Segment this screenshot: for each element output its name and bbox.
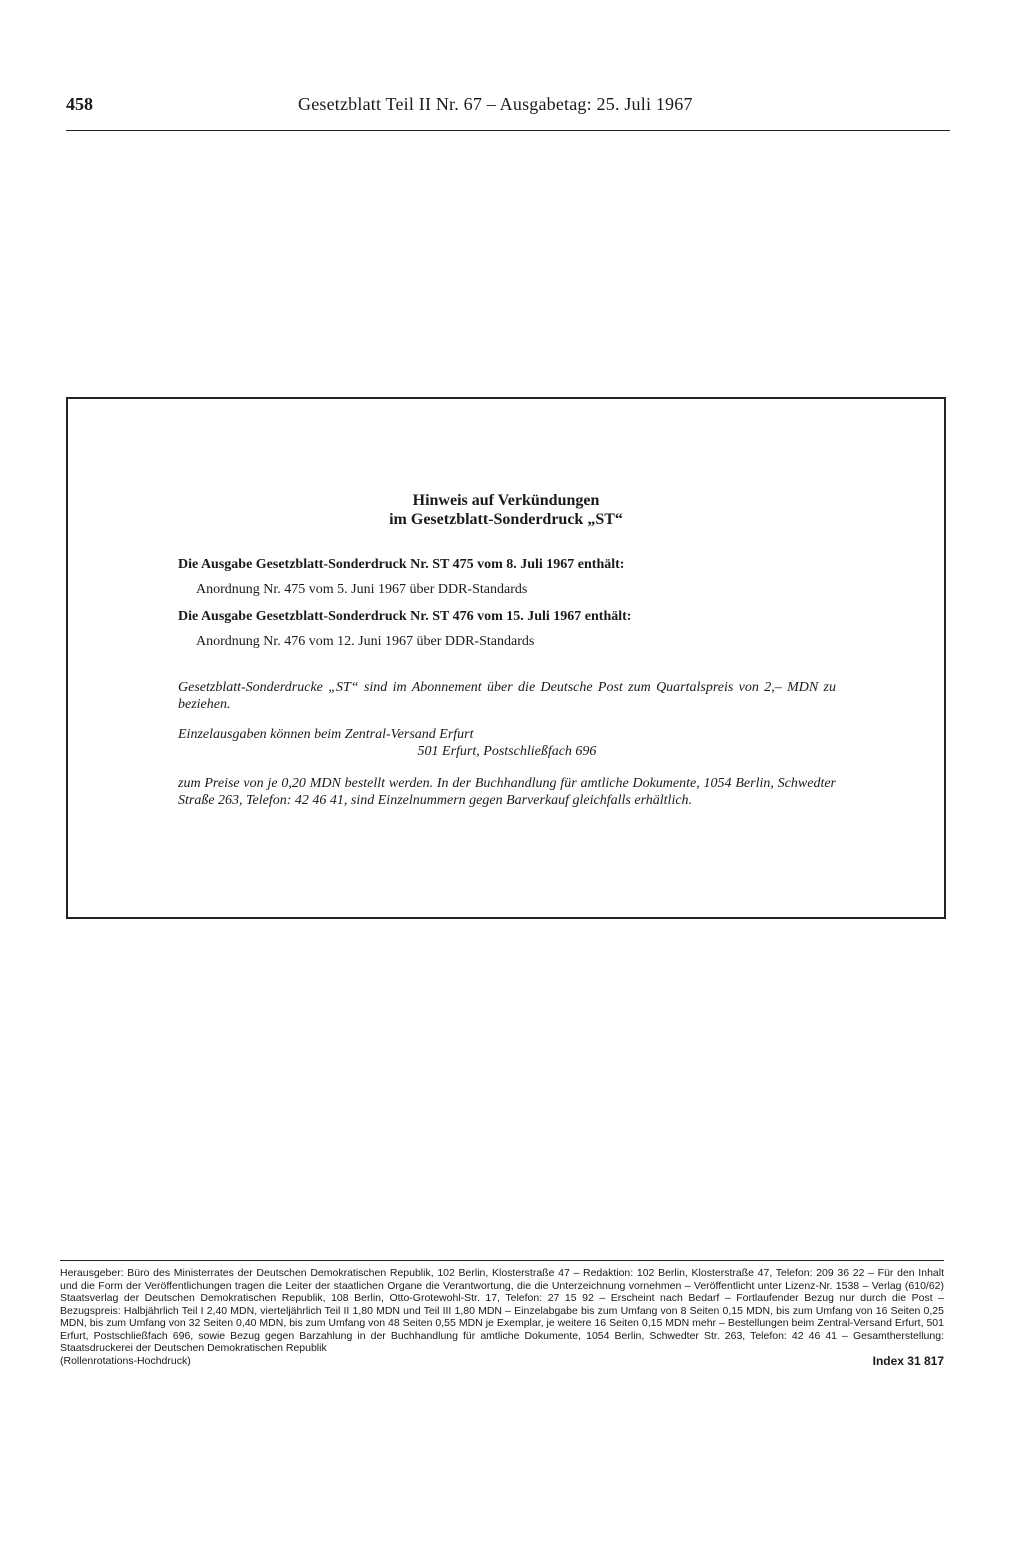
edition-content: Anordnung Nr. 475 vom 5. Juni 1967 über DDR-Standards bbox=[196, 582, 528, 597]
imprint-text: Herausgeber: Büro des Ministerrates der Deutschen Demokratischen Republik, 102 Berlin, Klosterstraße 47 – Redaktion: 102 Berlin, Klosterstraße 47, Telefon: 209 36 22 – Für den Inhalt und die Form der Veröffentlichungen tragen die Leiter der staatlichen Organe die Verantwortung, die die Unterzeichnung vornehmen – Veröffentlicht unter Lizenz-Nr. 1538 – Verlag (610/62) Staatsverlag der Deutschen Demokratischen Republik, 108 Berlin, Otto-Grotewohl-Str. 17, Telefon: 27 15 92 – Erscheint nach Bedarf – Fortlaufender Bezug nur durch die Post – Bezugspreis: Halbjährlich Teil I 2,40 MDN, vierteljährlich Teil II 1,80 MDN und Teil III 1,80 MDN – Einzelabgabe bis zum Umfang von 8 Seiten 0,15 MDN, bis zum Umfang von 16 Seiten 0,25 MDN, bis zum Umfang von 32 Seiten 0,40 MDN, bis zum Umfang von 48 Seiten 0,55 MDN je Exemplar, je weitere 16 Seiten 0,15 MDN mehr – Bestellungen beim Zentral-Versand Erfurt, 501 Erfurt, Postschließfach 696, sowie Bezug gegen Barzahlung in der Buchhandlung für amtliche Dokumente, 1054 Berlin, Schwedter Str. 263, Telefon: 42 46 41 – Gesamtherstellung: Staatsdruckerei der Deutschen Demokratischen Republik bbox=[60, 1267, 944, 1354]
notice-title-line-2: im Gesetzblatt-Sonderdruck „ST“ bbox=[389, 511, 623, 528]
subscription-text: Gesetzblatt-Sonderdrucke „ST“ sind im Abonnement über die Deutsche Post zum Quartalspreis von 2,– MDN zu beziehen. bbox=[178, 680, 836, 712]
index-number: Index 31 817 bbox=[872, 1353, 944, 1368]
notice-title bbox=[68, 491, 944, 529]
single-issues-address: 501 Erfurt, Postschließfach 696 bbox=[417, 744, 597, 759]
notice-title-line-1: Hinweis auf Verkündungen bbox=[412, 492, 600, 509]
printing-method: (Rollenrotations-Hochdruck) bbox=[60, 1354, 191, 1367]
imprint bbox=[60, 1260, 944, 1367]
edition-content: Anordnung Nr. 476 vom 12. Juni 1967 über DDR-Standards bbox=[196, 634, 535, 649]
page-number: 458 bbox=[66, 94, 93, 114]
imprint-bottom bbox=[60, 1355, 944, 1368]
edition-heading: Die Ausgabe Gesetzblatt-Sonderdruck Nr. ST 475 vom 8. Juli 1967 enthält: bbox=[178, 557, 625, 572]
page-title: Gesetzblatt Teil II Nr. 67 – Ausgabetag: 25. Juli 1967 bbox=[298, 94, 693, 114]
single-issues-line-1: Einzelausgaben können beim Zentral-Versand Erfurt bbox=[178, 727, 474, 742]
notice-box bbox=[66, 397, 946, 919]
single-issues-block bbox=[178, 726, 836, 760]
price-text: zum Preise von je 0,20 MDN bestellt werden. In der Buchhandlung für amtliche Dokumente, 1054 Berlin, Schwedter Straße 263, Telefon: 42 46 41, sind Einzelnummern gegen Barverkauf gleichfalls erhältlich. bbox=[178, 776, 836, 808]
page-header bbox=[66, 94, 950, 131]
edition-heading: Die Ausgabe Gesetzblatt-Sonderdruck Nr. ST 476 vom 15. Juli 1967 enthält: bbox=[178, 609, 632, 624]
